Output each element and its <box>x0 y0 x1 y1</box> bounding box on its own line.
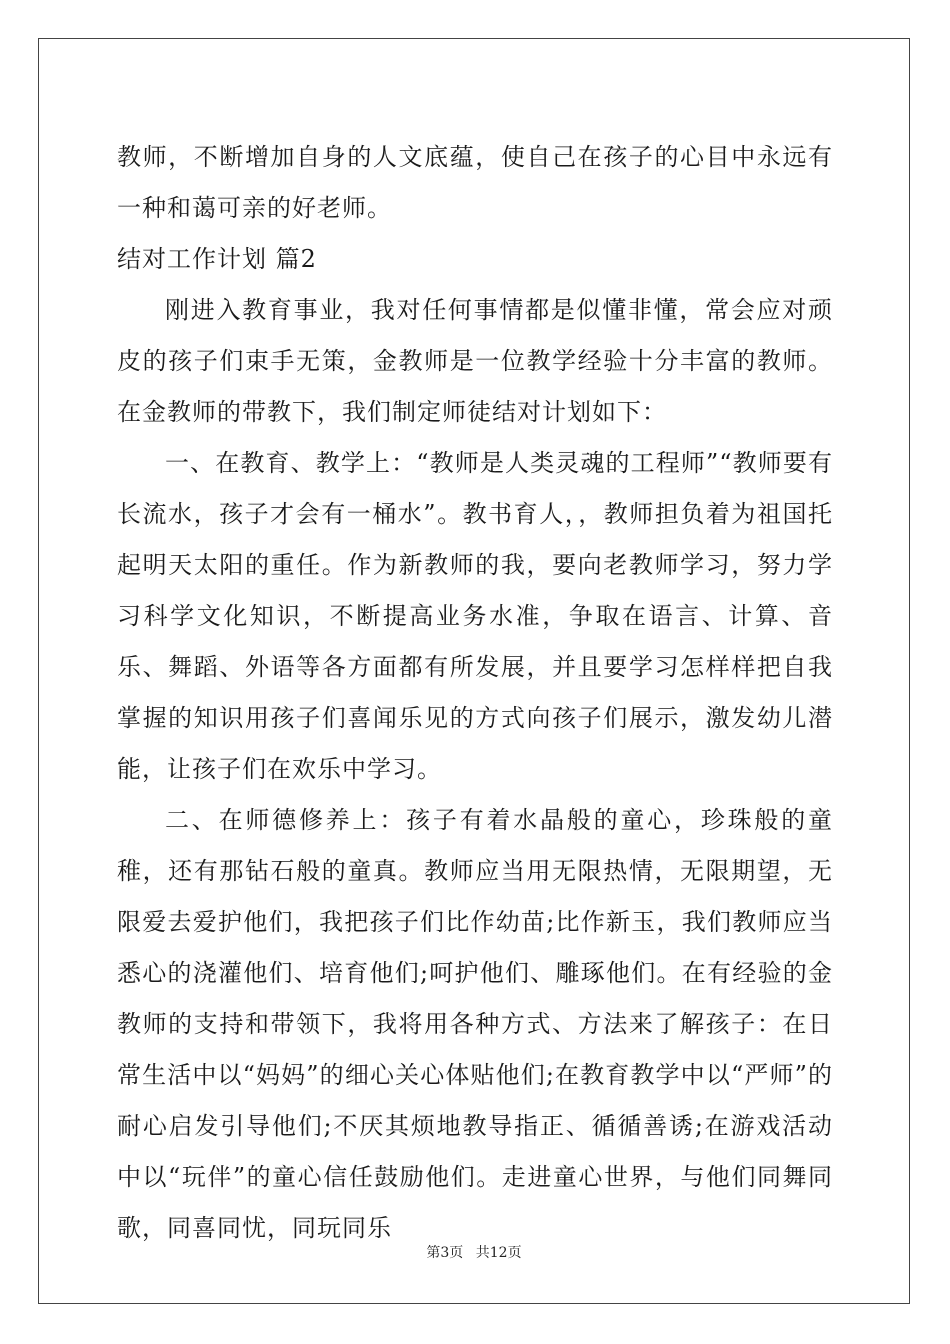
section-heading: 结对工作计划 篇2 <box>117 245 317 273</box>
paragraph-continuation: 教师，不断增加自身的人文底蕴，使自己在孩子的心目中永远有一种和蔼可亲的好老师。 <box>117 143 833 222</box>
paragraph-intro: 刚进入教育事业，我对任何事情都是似懂非懂，常会应对顽皮的孩子们束手无策，金教师是一位教学经验十分丰富的教师。在金教师的带教下，我们制定师徒结对计划如下： <box>117 296 833 426</box>
page-total: 共12页 <box>475 1245 522 1261</box>
document-page <box>38 38 910 1304</box>
paragraph-teaching: 一、在教育、教学上：“教师是人类灵魂的工程师”“教师要有长流水，孩子才会有一桶水”。教书育人，，教师担负着为祖国托起明天太阳的重任。作为新教师的我，要向老教师学习，努力学习科学文化知识，不断提高业务水准，争取在语言、计算、音乐、舞蹈、外语等各方面都有所发展，并且要学习怎样样把自我掌握的知识用孩子们喜闻乐见的方式向孩子们展示，激发幼儿潜能，让孩子们在欢乐中学习。 <box>117 449 833 783</box>
page-footer <box>39 1243 909 1263</box>
document-body <box>117 132 833 1254</box>
paragraph-ethics: 二、在师德修养上：孩子有着水晶般的童心，珍珠般的童稚，还有那钻石般的童真。教师应当用无限热情，无限期望，无限爱去爱护他们，我把孩子们比作幼苗;比作新玉，我们教师应当悉心的浇灌他们、培育他们;呵护他们、雕琢他们。在有经验的金教师的支持和带领下，我将用各种方式、方法来了解孩子：在日常生活中以“妈妈”的细心关心体贴他们;在教育教学中以“严师”的耐心启发引导他们;不厌其烦地教导指正、循循善诱;在游戏活动中以“玩伴”的童心信任鼓励他们。走进童心世界，与他们同舞同歌，同喜同忧，同玩同乐 <box>117 806 833 1242</box>
page-number: 第3页 <box>426 1245 464 1261</box>
